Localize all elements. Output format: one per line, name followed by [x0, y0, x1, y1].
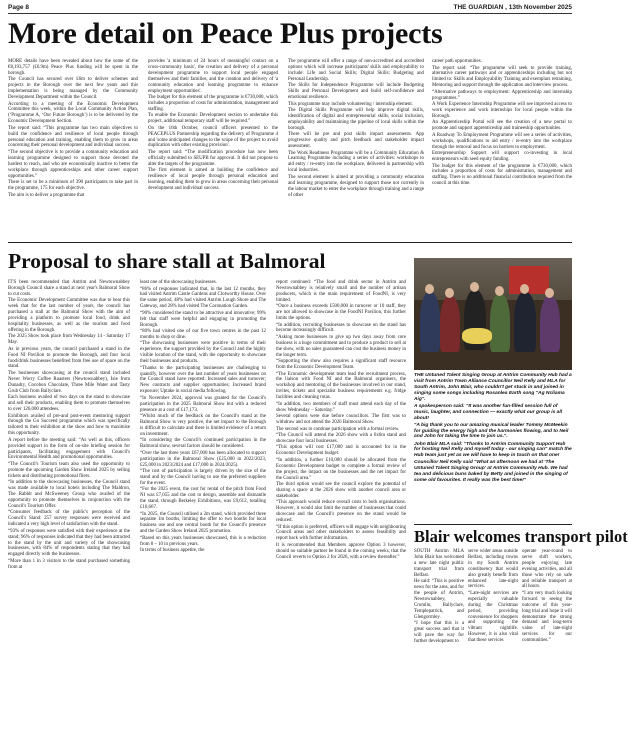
article-paragraph: serve wider areas outside Belfast, including towns in my South Antrim constituency that would also greatly benefit from enhanced late-night services.: [468, 549, 518, 590]
blair-column-2: [468, 549, 518, 732]
article-paragraph: Each business availed of two days on the stand to showcase and sell their products, enabling them to promote themselves to over 126,000 attendees.: [8, 395, 130, 412]
article-paragraph: “Based on this years businesses showcased, this is a reduction from 8 – 10 in previous years.: [140, 535, 266, 547]
article-paragraph: “The Council will attend the 2026 show with a 6x6m stand and showcase four local businesses.: [276, 433, 406, 444]
article-paragraph: A Work Experience Internship Programme will see improved access to work experience and work internships for local people within the Borough.: [432, 102, 572, 119]
article-paragraph: There will be pre and post skills impact assessments. App progressive quality and pitch feedback and stakeholder impact assessment.: [288, 132, 424, 150]
article-paragraph: “The showcasing businesses were positive in terms of their experience, the support provided by the Council and the highly visible location of the stand, with the opportunity to showcase their businesses and products.: [140, 341, 266, 365]
article-paragraph: The programme will offer a range of non-accredited and accredited options which will increase participants' skills and employability to include: Life and Social Skills; Digital Skills; Budgeting and Personal Leadership.: [288, 59, 424, 82]
article-paragraph: provides 'a minimum of 24 hours of meaningful contact on a cross-community basis', the creation and delivery of a personal development programme to support local people engaged themselves and their families, and the creation and delivery of 'a community education and learning programme to enhance employment opportunities'.: [148, 59, 278, 94]
article-paragraph: The third option would see the council explore the potential of sharing a space at the 2026 show with another council area or stakeholder.: [276, 482, 406, 499]
blair-column-1: [414, 549, 464, 732]
article-paragraph: career path opportunities.: [432, 59, 482, 64]
article-paragraph: “If this option is preferred, officers will engage with neighbouring Council areas and other stakeholders to assess feasibility and report back with further information.: [276, 524, 406, 542]
article-paragraph: “Consumer feedback of the public's perception of the Council's Stand: 257 survey responses were received and indicated a very high level of satisfaction with the stand.: [8, 510, 130, 528]
article-paragraph: “In addition to the showcasing businesses, the Council stand was made available to local hotels including The Maldron, The Rabbit and McSweeney Group who availed of the opportunity to promote themselves in conjunction with the Council's Tourism Offer.: [8, 480, 130, 509]
article-paragraph: “Asking more businesses to give up two days away from core business is a huge commitment and to produce a product to sell at the show, with no sales guaranteed can cost the business money in the longer term.: [276, 334, 406, 358]
article-paragraph: The second element is aimed at providing a community education and learning programme, designed to support those not currently in the labour market to enter the workplace through training and a range of other: [288, 174, 424, 198]
peace-plus-column-1: [8, 59, 138, 237]
article-paragraph: In terms of business appetite, the: [140, 548, 205, 554]
article-paragraph: An Apprenticeship Portal will see the creation of a new portal to promote and support apprenticeship and traineeship opportunities.: [432, 120, 572, 132]
caption-paragraph: A spokesperson said: "It was another fun-filled session full of music, laughter, and connection — exactly what our group is all about!: [414, 403, 563, 421]
article-paragraph: “Supporting the show also requires a significant staff resource from the Economic Development Team.: [276, 359, 406, 371]
article-paragraph: “I hope that this is a great success and that it will pave the way for further development to: [414, 621, 464, 644]
article-paragraph: “93% of responses were satisfied with their experience at the stand; 96% of responses indicated that they had been attracted to the stand by the unit and variety of the showcasing businesses, with 84% of respondents stating that they had engaged directly with the businesses.: [8, 528, 130, 558]
article-paragraph: The report said: “This programme has two main objectives to build the confidence and resilience of local people through personal education and training, enabling them to grow in areas concerning their personal development and individual success.: [8, 125, 138, 149]
balmoral-column-1: [8, 280, 130, 732]
article-paragraph: “The Council's Tourism team also used the opportunity to promote the upcoming Garden Show Ireland 2025 by selling tickets and distributing promotional fliers.: [8, 461, 130, 479]
blair-story-rule: [414, 524, 572, 525]
article-paragraph: “For the 2025 event, the cost for rental of the pitch from Food NI was £7,055 and the cost to design, assemble and dismantle the stand, through Berkeley Exhibitions, was £9,612, totalling £16,667.: [140, 487, 266, 511]
photo-caption: [414, 373, 572, 523]
article-paragraph: “80% had visited one of our five town centres in the past 12 months to shop or dine.: [140, 329, 266, 340]
article-paragraph: The Council has secured over £6m to deliver schemes and projects in the Borough over the next few years and this implementation is being managed by the Community Development Department within the Council.: [8, 77, 138, 101]
article-paragraph: The Digital Skills Programme will help improve digital skills, identification of digital and entrepreneurial skills, social inclusion, employability and maintaining the pipeline of local skills within the borough.: [288, 108, 424, 131]
article-paragraph: “I am very much looking forward to seeing the outcome of this year-long trial and hope it will demonstrate the strong demand and long-term value of late-night services for our communities.”: [522, 590, 572, 644]
publication-date: THE GUARDIAN , 13th November 2025: [453, 4, 572, 11]
article-paragraph: “This option will cost £17,000 and is accounted for in the Economic Development budget.: [276, 445, 406, 457]
article-paragraph: According to a meeting of the Economic Development Committee this week, within the Local Community Action Plan, (‘Programme A, ‘Our Future Borough’) is to be delivered by the Economic Development Section.: [8, 101, 138, 125]
singing-group-photo: [414, 258, 572, 370]
article-paragraph: “Thanks to the participating businesses are challenging to quantify, however over the last number of years businesses on the Council stand have reported: Increased sales and turnover; New contracts and supplier opportunities; Increased brand exposure; Uptake in social media following.: [140, 365, 266, 395]
article-paragraph: He said: “This is positive news for the area, and for the people of Antrim, Newtownabbey, Crumlin, Ballyclare, Templepatrick, and Glengormley.: [414, 579, 464, 620]
article-paragraph: “The second objective is to provide a community education and learning programme designed to support those devoted the hardest to reach, and who are economically inactive to better the workplace through apprenticeships and other career support opportunities.”: [8, 149, 138, 179]
article-paragraph: “More than 1 in 3 visitors to the stand purchased something from at: [8, 558, 130, 570]
headline-balmoral: Proposal to share stall at Balmoral: [8, 249, 326, 273]
article-paragraph: “This approach would reduce overall costs to both organisations. However, it would also limit the number of businesses that could showcase and the Council's presence on the stand would be reduced.: [276, 500, 406, 524]
article-paragraph: A report before the meeting said: “As well as this, officers provided support in the form of on-site briefing session for participants, facilitating engagement with Council's Environmental Health and promotional opportunities.: [8, 437, 130, 461]
article-paragraph: The Economic Development Committee was due to hear this week that for the last number of years, the council has purchased a stall at the Balmoral Show with the aim of providing a platform to promote local food, drink and hospitality businesses, as well as the tourism and food offering in the Borough.: [8, 298, 130, 333]
article-paragraph: MORE details have been revealed about how the some of the €8,193,757 (£6.9m) Peace Plus funding will be spent in the borough.: [8, 59, 138, 76]
article-paragraph: “90% considered the stand to be attractive and innovative; 99% felt that staff were helpful and engaging in promoting the Borough.: [140, 310, 266, 328]
page-number: Page 8: [8, 4, 29, 11]
article-paragraph: “In considering the Council's continued participation in the Balmoral show, several factors should be considered.: [140, 438, 266, 450]
balmoral-column-2: [140, 280, 266, 732]
caption-paragraph: Councillor Neil Kelly said "What an afternoon we had at 'The Untuned Talent Singing Group' at Antrim Community Hub. We had tea and delicious buns baked by Betty and joined in the singing of some old favourites. It really was the best time!": [414, 460, 568, 484]
article-paragraph: The report said: “The modification procedure has now been officially submitted to SEUPB for approval. It did not propose to alter the targets of the programme.: [148, 149, 278, 167]
article-paragraph: SOUTH Antrim MLA John Blair has welcomed a new late night public transport trial from Belfast.: [414, 549, 464, 578]
article-paragraph: A Roadway To Employment Programme will see a series of activities, workshops, qualifications to aid entry / re-entry into the workplace through the removal and focus on barriers to employment.: [432, 132, 572, 150]
article-paragraph: “Alternative pathways to employment: Apprenticeship and internship programmes.”: [432, 89, 572, 101]
peace-plus-column-2: [148, 59, 278, 237]
article-paragraph: The Work Readiness Programme will be a Community Education & Learning Programme including a series of activities: workshops to aid entry / re-entry into the workplace, delivered in partnership with local industries.: [288, 150, 424, 174]
article-paragraph: IT'S been recommended that Antrim and Newtownabbey Borough Council share a stand at next year's Balmoral Show to cut costs.: [8, 280, 130, 297]
balmoral-column-3: [276, 280, 406, 732]
caption-paragraph: John Blair MLA said: "Thanks to Antrim Community Support Hub for hosting Neil Kelly and myself today - our singing can" match the Hub team just yet as we will have to keep in touch on that one!: [414, 441, 572, 459]
headline-blair-transport: Blair welcomes transport pilot: [414, 527, 628, 546]
article-paragraph: As in previous years, the council purchased a stand in the Food NI Pavilion to promote the Borough, and four local food/drink businesses benefited from free use of space on the stand.: [8, 346, 130, 370]
article-paragraph: Entrepreneurship Support will support co-investing in local entrepreneurs with seed equity funding.: [432, 151, 572, 163]
article-paragraph: To enable the Economic Development section to undertake this project, additional temporary staff will be required.”: [148, 113, 278, 125]
article-paragraph: The report said: “The programme will seek to provide training, alternative career pathways and or apprenticeships including but not limited to: Skills and Employability Training and exemplars retraining, Mentoring and support through the application and interview process.: [432, 65, 572, 89]
peace-plus-column-4: [432, 59, 572, 237]
headline-peace-plus: More detail on Peace Plus projects: [8, 17, 443, 50]
article-paragraph: “In addition, two members of staff must attend each day of the show Wednesday – Saturday.”: [276, 401, 406, 413]
article-paragraph: “The cost of participation is largely driven by the size of the stand and by the Council having to use the preferred suppliers for the event.: [140, 469, 266, 486]
article-paragraph: “Over the last three years £67,000 has been allocated to support participation in the Balmoral Show (£25,000 in 2022/2023, £25,000 in 2023/2024 and £17,000 in 2024/2025).: [140, 450, 266, 468]
article-paragraph: “86% of responses indicated that, in the last 12 months, they had visited Antrim Castle Gardens and Clotworthy House. Over the same period, 48% had visited Antrim Lough Shore and The Gateway, and 28% had visited The Coronation Garden.: [140, 286, 266, 310]
masthead-rule: [8, 13, 572, 14]
article-paragraph: “Whilst much of the feedback on the Council's stand at the Balmoral Show is very positive, the net impact to the Borough is difficult to calculate and there is limited evidence of a return on investment.: [140, 414, 266, 437]
caption-paragraph: "A big thank you to our amazing musical leader Tommy McMeekin for guiding the energy high and the harmonies flowing, and to Neil and John for taking the time to join us.".: [414, 422, 569, 440]
article-paragraph: Several options were due before councillors. The first was to withdraw and not attend the 2026 Balmoral Show.: [276, 414, 406, 425]
article-paragraph: “Late-night services are especially valuable during the Christmas period, providing convenience for shoppers and supporting the vibrant nightlife. However, it is also vital that these services: [468, 590, 518, 644]
article-paragraph: The aim is to deliver a programme that: [8, 192, 85, 198]
article-paragraph: The second was to continue participation with a formal review.: [276, 426, 400, 432]
article-paragraph: The 2025 Show took place from Wednesday 14 - Saturday 17 May.: [8, 334, 130, 346]
peace-plus-column-3: [288, 59, 424, 237]
article-paragraph: On the 16th October, council officers presented to the PEACEPLUS Partnership regarding the delivery of Programme 4 and 'some anticipated changes to the scope of the project to avoid duplication with other existing provision'.: [148, 125, 278, 149]
article-paragraph: “In addition, a further £10,000 should be allocated from the Economic Development budget to complete a formal review of the project, the impact on the businesses and the net impact for the Council area.”: [276, 457, 406, 481]
article-paragraph: Exhibitors availed of pre-and post-event mentoring support through the Go Succeed programme which was specifically tailored to their exhibition at the show and how to maximise this opportunity.: [8, 413, 130, 437]
article-paragraph: “In 2025, the Council utilised a 2m stand, which provided three separate 1m booths, limiting the offer to two booths for local business use and one central booth for the Council's presence and the Garden Show Ireland 2025 promotion.: [140, 511, 266, 535]
article-paragraph: “Once a business exceeds £500,000 in turnover or 10 staff, they are not allowed to showcase in the FoodNI Pavilion, this further limits the options.: [276, 304, 406, 322]
blair-column-3: [522, 549, 572, 732]
article-paragraph: The businesses showcasing at the council stand included Never Worry Coffee Roasters (Newtownabbey), Isle from Dunadry, Cocobon Chocolate, Three Mile Water and Tasty Grub Club from Ballyclare.: [8, 370, 130, 394]
article-paragraph: least one of the showcasing businesses.: [140, 280, 217, 285]
article-paragraph: The first element is aimed at building the confidence and resilience of local people through personal education and learning, enabling them to grow in areas concerning their personal development and individual success.: [148, 168, 278, 191]
article-paragraph: operate year-round to serve shift workers, people enjoying late evening activities, and all those who rely on safe and reliable transport at all hours.: [522, 549, 572, 590]
article-paragraph: The budget for this element of the programme is €730,000, which includes a proportion of costs for administration, management and staffing.: [148, 95, 278, 112]
caption-paragraph: THE Untuned Talent Singing Group at Antrim Community Hub had a visit from Antrim Town Alliance Councillor Neil Kelly and MLA for South Antrim, John Blair, who couldn't get stuck in and joined in singing some songs including Rosanlea Earth song "Ag Ncliama Aig".: [414, 373, 572, 402]
section-divider: [8, 242, 572, 243]
article-paragraph: The budget for this element of the programme is €730,000, which includes a proportion of costs for administration, management and staffing. There is no additional financial contribution required from the council at this time.: [432, 163, 572, 187]
article-paragraph: “In November 2024, approval was granted for the Council's participation in the 2025 Balmoral Show but with a reduced presence at a cost of £17,173.: [140, 395, 266, 413]
article-paragraph: “In addition, recruiting businesses to showcase on the stand has become increasingly difficult.: [276, 322, 406, 334]
article-paragraph: report continued: “The food and drink sector in Antrim and Newtownabbey is relatively small and the number of artisan producers, which is the main requirement of FoodNI, is very limited.: [276, 280, 406, 303]
masthead: [8, 4, 572, 16]
article-paragraph: It is recommended that Members approve Option 3 however, should no suitable partner be found in the coming weeks, that the Council reverts to Option 2 for 2026, with a review thereafter.”: [276, 542, 406, 560]
article-paragraph: There is set to be a minimum of 390 participants to take part in the programme, 175 for each objective.: [8, 180, 138, 191]
article-paragraph: The Skills for Independence Programme will include Budgeting Skills and Personal Development and build self-confidence and emotional resilience.: [288, 83, 424, 101]
article-paragraph: “The Economic development team lead the recruitment process, the liaison with Food NI and the Balmoral organisers, the workshop and mentoring of the businesses involved in our stand, invites, tickets and specialist business requirements e.g. fridge facilities and cleaning rotas.: [276, 371, 406, 401]
article-paragraph: This programme may include volunteering / internship element.: [288, 101, 413, 107]
